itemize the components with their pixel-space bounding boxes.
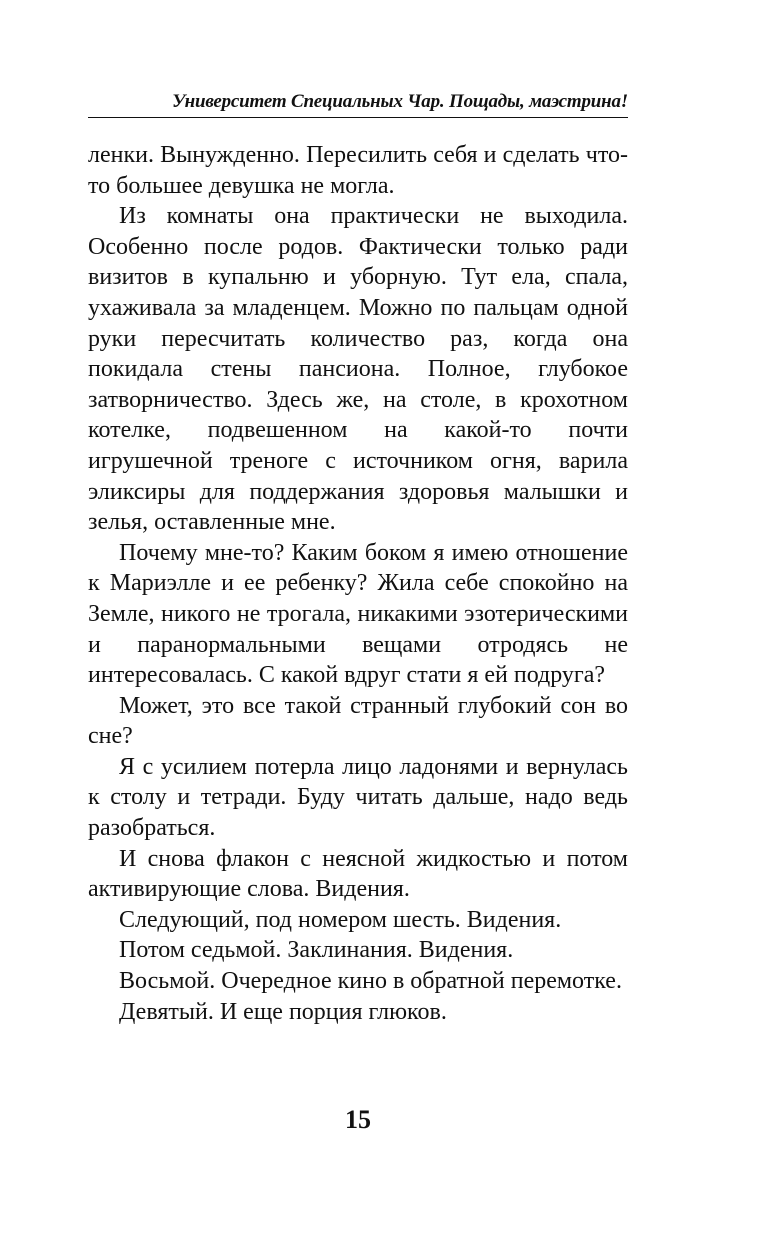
paragraph: Потом седьмой. Заклинания. Видения.: [119, 937, 514, 964]
paragraph: Почему мне-то? Каким боком я имею отношение к Мариэлле и ее ребенку? Жила себе спокойно на Земле, никого не трогала, никакими эзотерическими и паранормальными вещами отродясь не интересовалась. С какой вдруг стати я ей подруга?: [88, 539, 628, 689]
paragraph: Может, это все такой странный глубокий сон во сне?: [88, 692, 628, 750]
paragraph: Я с усилием потерла лицо ладонями и вернулась к столу и тетради. Буду читать дальше, надо ведь разобраться.: [88, 753, 628, 842]
paragraph: Восьмой. Очередное кино в обратной перемотке.: [119, 968, 622, 995]
paragraph: ленки. Вынужденно. Пересилить себя и сделать что-то большее девушка не могла.: [88, 142, 628, 199]
paragraph: Из комнаты она практически не выходила. Особенно после родов. Фактически только ради визитов в купальню и уборную. Тут ела, спала, ухаживала за младенцем. Можно по пальцам одной руки пересчитать количество раз, когда она покидала стены пансиона. Полное, глубокое затворничество. Здесь же, на столе, в крохотном котелке, подвешенном на какой-то почти игрушечной треноге с источником огня, варила эликсиры для поддержания здоровья малышки и зелья, оставленные мне.: [88, 203, 628, 536]
page-body: [88, 140, 628, 1027]
page-number: 15: [345, 1105, 371, 1134]
header-rule: [88, 117, 628, 118]
running-header: Университет Специальных Чар. Пощады, маэстрина!: [172, 91, 628, 112]
paragraph: Следующий, под номером шесть. Видения.: [119, 906, 562, 933]
paragraph: И снова флакон с неясной жидкостью и потом активирующие слова. Видения.: [88, 845, 628, 903]
paragraph: Девятый. И еще порция глюков.: [119, 998, 447, 1025]
